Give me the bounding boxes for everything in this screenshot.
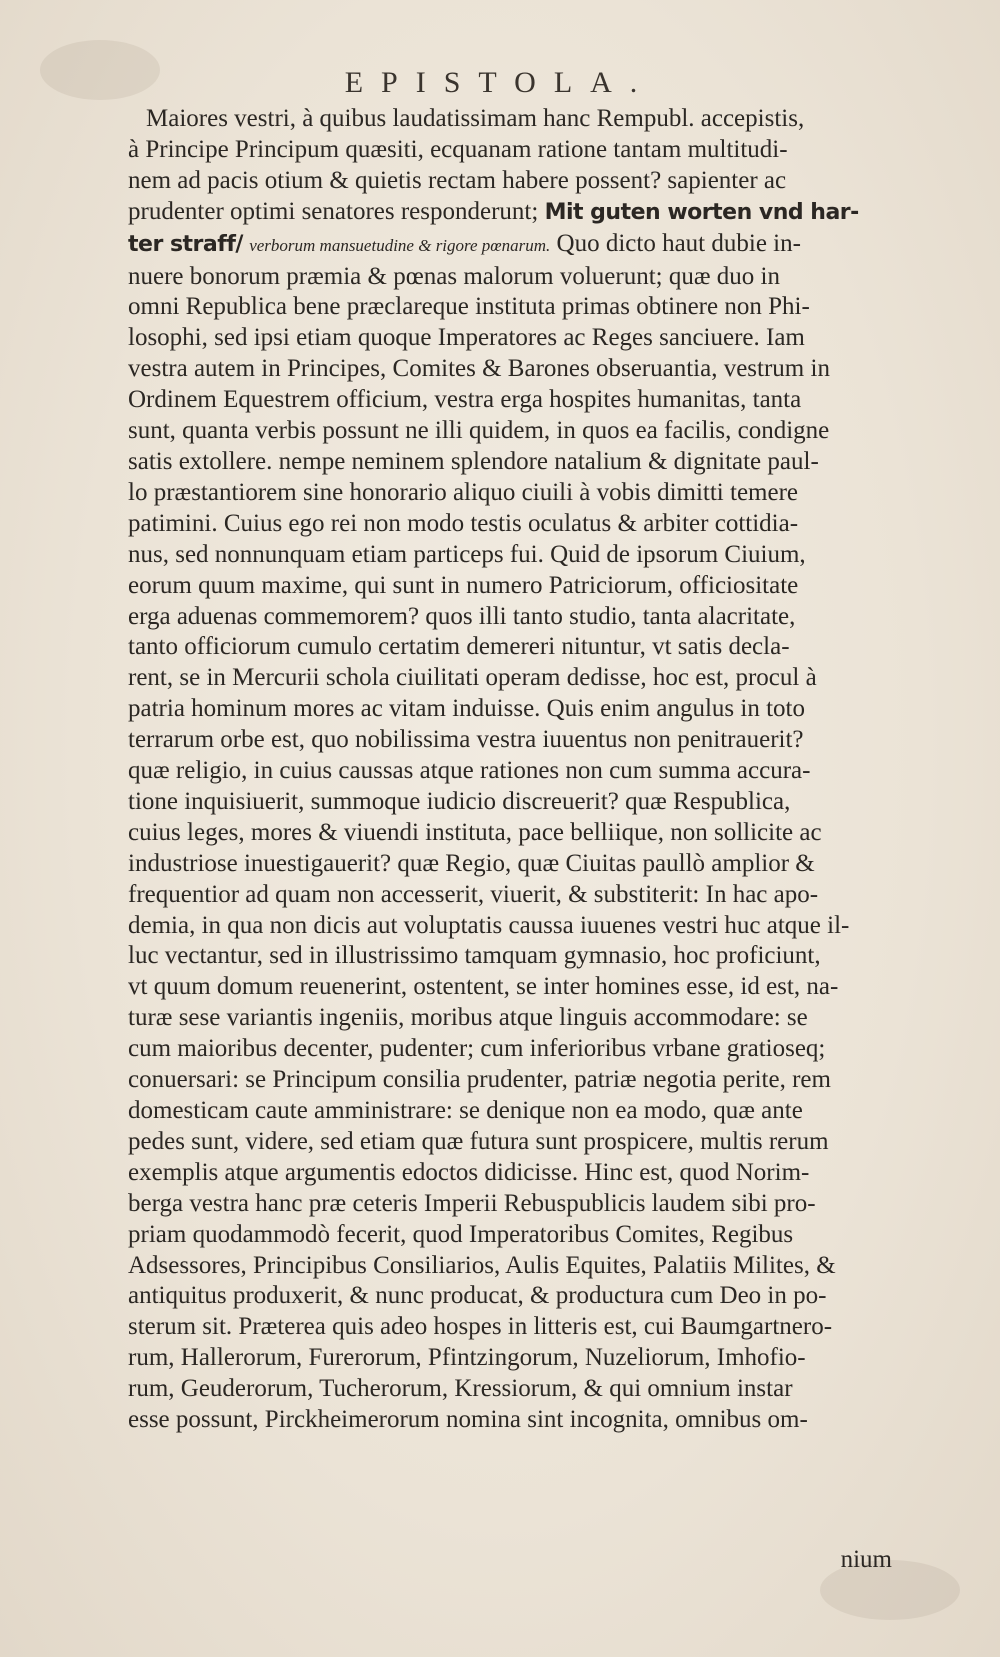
catchword: nium [840,1546,892,1573]
text-line: à Principe Principum quæsiti, ecquanam ratione tantam multitudi- [128,135,788,163]
letter-body [128,104,904,1436]
text-line-mixed [128,229,904,262]
text-line: berga vestra hanc præ ceteris Imperii Rebuspublicis laudem sibi pro- [128,1189,816,1217]
text-line: industriose inuestigauerit? quæ Regio, quæ Ciuitas paullò amplior & [128,849,815,877]
text-line: nem ad pacis otium & quietis rectam habere possent? sapienter ac [128,166,787,194]
text-line: Maiores vestri, à quibus laudatissimam hanc Rempubl. accepistis, [146,105,805,132]
text-line: Ordinem Equestrem officium, vestra erga hospites humanitas, tanta [128,386,802,414]
text-line: patimini. Cuius ego rei non modo testis oculatus & arbiter cottidia- [128,509,799,537]
text-line: tione inquisiuerit, summoque iudicio discreuerit? quæ Respublica, [128,787,791,815]
text-line: nuere bonorum præmia & pœnas malorum voluerunt; quæ duo in [128,262,780,290]
text-line: erga aduenas commemorem? quos illi tanto studio, tanta alacritate, [128,602,796,630]
text-line: cuius leges, mores & viuendi instituta, pace belliique, non sollicite ac [128,818,822,846]
text-line: esse possunt, Pirckheimerorum nomina sint incognita, omnibus om- [128,1406,808,1434]
text-line-mixed [128,197,904,229]
text-line: nus, sed nonnunquam etiam particeps fui. Quid de ipsorum Ciuium, [128,540,806,568]
blackletter-phrase: Mit guten worten vnd har- [544,199,859,225]
text-line: lo præstantiorem sine honorario aliquo ciuili à vobis dimitti temere [128,478,799,506]
text-line: patria hominum mores ac vitam induisse. Quis enim angulus in toto [128,695,805,723]
text-line: priam quodammodò fecerit, quod Imperatoribus Comites, Regibus [128,1220,794,1248]
page-header: EPISTOLA. [344,66,656,99]
text-line: terrarum orbe est, quo nobilissima vestra iuuentus non penitrauerit? [128,726,804,754]
text-line: vt quum domum reuenerint, ostentent, se inter homines esse, id est, na- [128,973,839,1001]
text-line: eorum quum maxime, qui sunt in numero Patriciorum, officiositate [128,571,799,599]
text-line: tanto officiorum cumulo certatim demereri nituntur, vt satis decla- [128,633,790,661]
text-fragment: Quo dicto haut dubie in- [556,229,801,257]
text-line: rum, Hallerorum, Furerorum, Pfintzingorum, Nuzeliorum, Imhofio- [128,1344,806,1372]
text-line: rent, se in Mercurii schola ciuilitati operam dedisse, hoc est, procul à [128,664,817,692]
text-line: satis extollere. nempe neminem splendore natalium & dignitate paul- [128,447,819,475]
text-line: vestra autem in Principes, Comites & Barones obseruantia, vestrum in [128,355,830,383]
text-line: turæ sese variantis ingeniis, moribus atque linguis accommodare: se [128,1004,808,1032]
text-line: antiquitus produxerit, & nunc producat, & productura cum Deo in po- [128,1282,827,1310]
text-line: omni Republica bene præclareque instituta primas obtinere non Phi- [128,293,810,321]
text-line: conuersari: se Principum consilia prudenter, patriæ negotia perite, rem [128,1066,831,1094]
text-line: demia, in qua non dicis aut voluptatis caussa iuuenes vestri huc atque il- [128,911,850,939]
text-line: luc vectantur, sed in illustrissimo tamquam gymnasio, hoc proficiunt, [128,942,821,970]
text-line: domesticam caute amministrare: se denique non ea modo, quæ ante [128,1097,803,1124]
italic-gloss: verborum mansuetudine & rigore pœnarum. [249,235,551,255]
text-line: sunt, quanta verbis possunt ne illi quidem, in quos ea facilis, condigne [128,417,830,445]
text-line: sterum sit. Præterea quis adeo hospes in litteris est, cui Baumgartnero- [128,1313,833,1341]
text-line: quæ religio, in cuius caussas atque rationes non cum summa accura- [128,757,811,785]
blackletter-phrase: ter straff/ [128,231,243,257]
text-line: Adsessores, Principibus Consiliarios, Aulis Equites, Palatiis Milites, & [128,1251,836,1279]
text-line: frequentior ad quam non accesserit, viuerit, & substiterit: In hac apo- [128,880,819,908]
text-line: rum, Geuderorum, Tucherorum, Kressiorum, & qui omnium instar [128,1375,793,1403]
text-line: cum maioribus decenter, pudenter; cum inferioribus vrbane gratioseq; [128,1035,826,1063]
text-line: losophi, sed ipsi etiam quoque Imperatores ac Reges sanciuere. Iam [128,324,805,352]
text-line: pedes sunt, videre, sed etiam quæ futura sunt prospicere, multis rerum [128,1127,829,1155]
text-fragment: prudenter optimi senatores responderunt; [128,197,539,225]
text-line: exemplis atque argumentis edoctos didicisse. Hinc est, quod Norim- [128,1158,810,1186]
